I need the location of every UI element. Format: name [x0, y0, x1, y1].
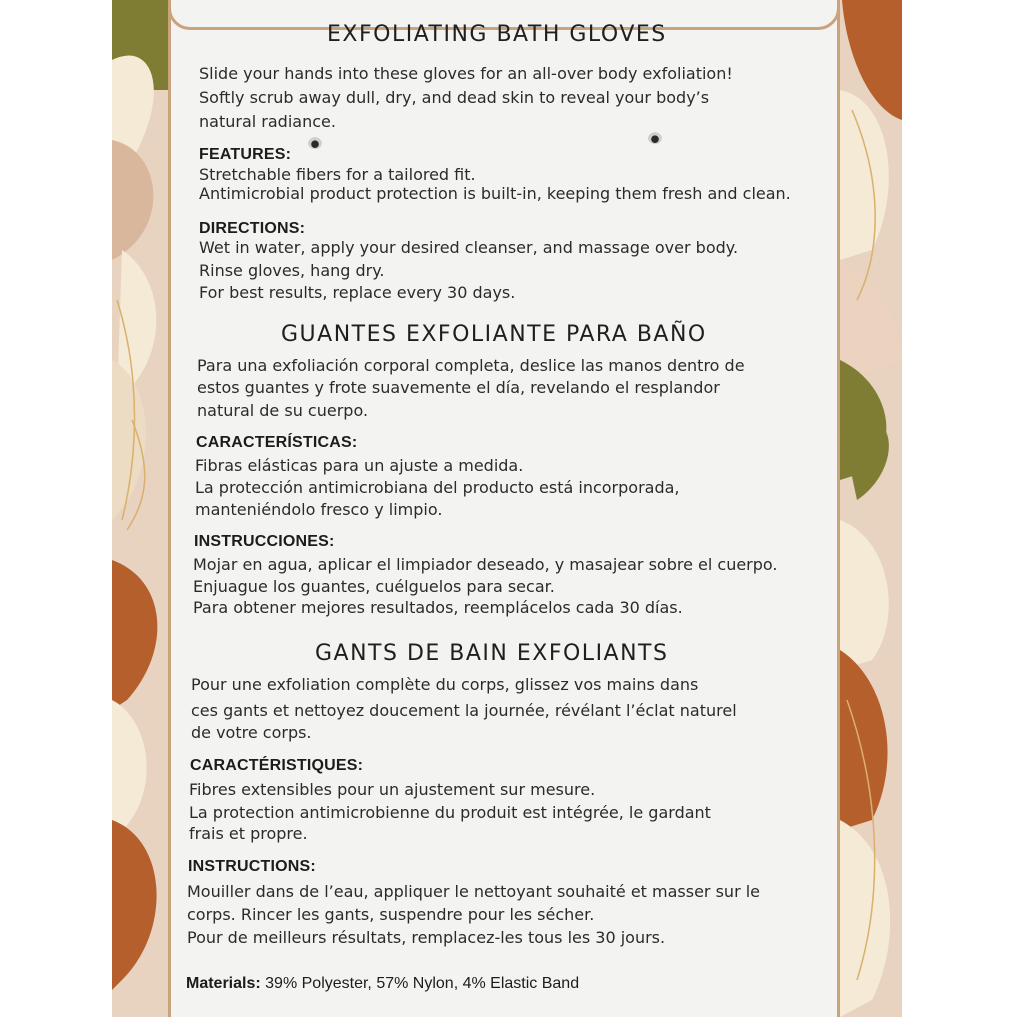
- spanish-intro-line-3: natural de su cuerpo.: [197, 401, 369, 420]
- french-direction-2: corps. Rincer les gants, suspendre pour les sécher.: [187, 905, 595, 924]
- materials-value: 39% Polyester, 57% Nylon, 4% Elastic Band: [260, 975, 580, 992]
- english-intro-line-1: Slide your hands into these gloves for an all-over body exfoliation!: [199, 64, 733, 83]
- english-features-heading: FEATURES:: [199, 146, 292, 163]
- french-directions-heading: INSTRUCTIONS:: [188, 858, 316, 875]
- french-intro-line-2: ces gants et nettoyez doucement la journée, révélant l’éclat naturel: [191, 701, 737, 720]
- spanish-feature-3: manteniéndolo fresco y limpio.: [195, 500, 443, 519]
- french-intro-line-1: Pour une exfoliation complète du corps, glissez vos mains dans: [191, 675, 699, 694]
- french-feature-1: Fibres extensibles pour un ajustement sur mesure.: [189, 780, 596, 799]
- french-features-heading: CARACTÉRISTIQUES:: [190, 757, 364, 774]
- spanish-intro-line-1: Para una exfoliación corporal completa, deslice las manos dentro de: [197, 356, 745, 375]
- spanish-direction-1: Mojar en agua, aplicar el limpiador deseado, y masajear sobre el cuerpo.: [193, 555, 778, 574]
- french-direction-3: Pour de meilleurs résultats, remplacez-les tous les 30 jours.: [187, 928, 666, 947]
- french-direction-1: Mouiller dans de l’eau, appliquer le nettoyant souhaité et masser sur le: [187, 882, 761, 901]
- spanish-features-heading: CARACTERÍSTICAS:: [196, 434, 358, 451]
- spanish-intro-line-2: estos guantes y frote suavemente el día, revelando el resplandor: [197, 378, 720, 397]
- spanish-directions-heading: INSTRUCCIONES:: [194, 533, 335, 550]
- french-feature-3: frais et propre.: [189, 824, 308, 843]
- english-feature-1: Stretchable fibers for a tailored fit.: [199, 165, 476, 184]
- materials-label: Materials:: [186, 975, 261, 992]
- english-direction-2: Rinse gloves, hang dry.: [199, 261, 385, 280]
- french-feature-2: La protection antimicrobienne du produit est intégrée, le gardant: [189, 803, 711, 822]
- english-feature-2: Antimicrobial product protection is built-in, keeping them fresh and clean.: [199, 184, 791, 203]
- hang-hole-right-icon: [648, 132, 662, 144]
- english-title: EXFOLIATING BATH GLOVES: [327, 22, 667, 47]
- english-intro-line-2: Softly scrub away dull, dry, and dead skin to reveal your body’s: [199, 88, 710, 107]
- french-intro-line-3: de votre corps.: [191, 723, 312, 742]
- english-direction-3: For best results, replace every 30 days.: [199, 283, 516, 302]
- spanish-title: GUANTES EXFOLIANTE PARA BAÑO: [281, 322, 707, 347]
- materials-line: [186, 975, 579, 993]
- french-title: GANTS DE BAIN EXFOLIANTS: [315, 641, 669, 666]
- english-intro-line-3: natural radiance.: [199, 112, 336, 131]
- spanish-feature-2: La protección antimicrobiana del producto está incorporada,: [195, 478, 680, 497]
- english-directions-heading: DIRECTIONS:: [199, 220, 306, 237]
- hang-hole-left-icon: [308, 137, 322, 149]
- english-direction-1: Wet in water, apply your desired cleanser, and massage over body.: [199, 238, 739, 257]
- spanish-feature-1: Fibras elásticas para un ajuste a medida.: [195, 456, 524, 475]
- spanish-direction-2: Enjuague los guantes, cuélguelos para secar.: [193, 577, 555, 596]
- spanish-direction-3: Para obtener mejores resultados, reemplácelos cada 30 días.: [193, 598, 683, 617]
